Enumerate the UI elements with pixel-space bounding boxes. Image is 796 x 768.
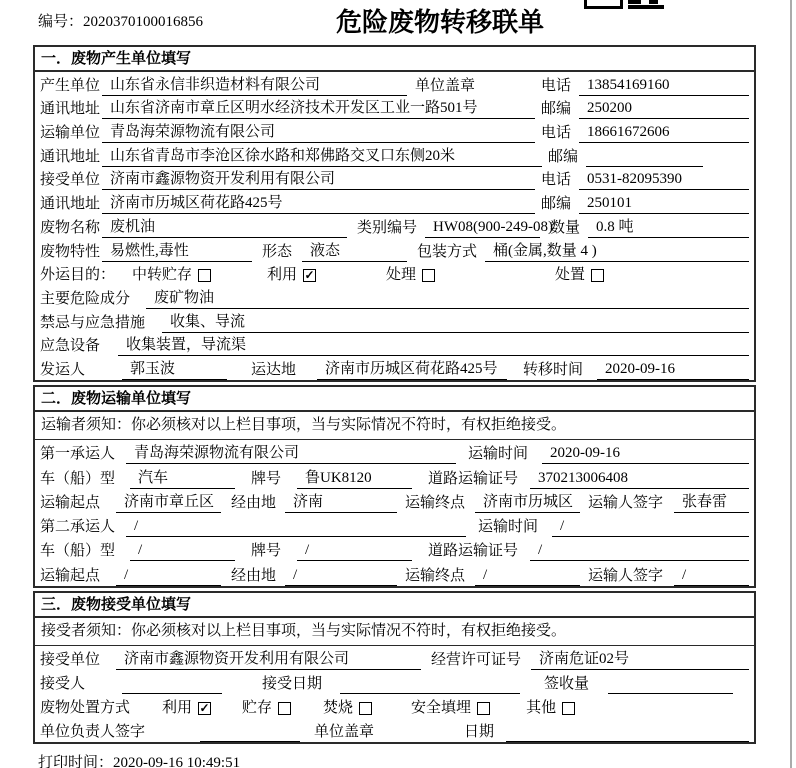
option-label: 焚烧 — [323, 699, 354, 716]
acceptor-value — [122, 692, 222, 694]
terminal2-value: / — [475, 567, 580, 586]
carrier-sign-label: 运输人签字 — [588, 494, 664, 511]
section-transporter — [33, 385, 756, 588]
carrier-sign2-value: / — [674, 567, 749, 586]
origin-label: 运输起点 — [40, 567, 101, 584]
receiver-label: 接受单位 — [40, 172, 101, 189]
checkbox-checked-icon: ✓ — [304, 269, 315, 283]
disposal-option-landfill — [411, 696, 490, 718]
producer-address-value: 山东省济南市章丘区明水经济技术开发区工业一路501号 — [102, 96, 535, 119]
via-label: 经由地 — [231, 494, 277, 511]
phone-label: 电话 — [540, 172, 571, 189]
checkbox-icon — [278, 702, 291, 715]
emergency-label: 禁忌与应急措施 — [40, 314, 146, 331]
field-row-producer — [35, 72, 754, 96]
address-label: 通讯地址 — [40, 148, 101, 165]
field-row-producer-address — [35, 96, 754, 120]
checkbox-icon — [591, 269, 604, 282]
package-label: 包装方式 — [417, 243, 478, 260]
package-value: 桶(金属,数量 4 ) — [485, 239, 749, 262]
accept-unit-value: 济南市鑫源物资开发利用有限公司 — [116, 647, 421, 670]
transporter-zip-value — [586, 165, 703, 167]
field-row-equipment — [35, 333, 754, 357]
acceptor-label: 接受人 — [40, 675, 86, 692]
purpose-option-dispose — [555, 263, 604, 285]
accept-date-label: 接受日期 — [262, 675, 323, 692]
option-label: 处理 — [386, 267, 417, 284]
transporter-address-value: 山东省青岛市李沧区徐水路和郑佛路交叉口东侧20米 — [102, 144, 542, 167]
field-row-receiver — [35, 167, 754, 191]
equipment-value: 收集装置，导流渠 — [118, 333, 749, 356]
carrier2-label: 第二承运人 — [40, 519, 116, 536]
transporter-phone-value: 18661672606 — [579, 124, 749, 143]
emergency-value: 收集、导流 — [162, 310, 749, 333]
waste-name-label: 废物名称 — [40, 219, 101, 236]
field-row-waste-trait — [35, 238, 754, 262]
field-row-shipper — [35, 356, 754, 380]
terminal1-value: 济南市历城区 — [475, 490, 580, 513]
carrier2-value: / — [126, 518, 466, 537]
field-row-carrier1 — [35, 440, 754, 464]
date-value — [506, 740, 749, 742]
trait-label: 废物特性 — [40, 243, 101, 260]
shipper-label: 发运人 — [40, 361, 86, 378]
field-row-receiver-address — [35, 190, 754, 214]
carrier-sign1-value: 张春雷 — [674, 490, 749, 513]
field-row-accept-unit — [35, 646, 754, 670]
option-label: 利用 — [162, 699, 193, 716]
shipper-value: 郭玉波 — [122, 357, 227, 380]
receiver-phone-value: 0531-82095390 — [579, 171, 749, 190]
document-number — [38, 10, 203, 31]
field-row-route2 — [35, 561, 754, 585]
field-row-vehicle1 — [35, 464, 754, 488]
disposal-option-other — [526, 696, 575, 718]
field-row-emergency — [35, 309, 754, 333]
producer-value: 山东省永信非织造材料有限公司 — [102, 73, 407, 96]
address-label: 通讯地址 — [40, 101, 101, 118]
receiver-notice: 接受者须知：你必须核对以上栏目事项，当与实际情况不符时，有权拒绝接受。 — [35, 618, 754, 646]
checkbox-icon — [562, 702, 575, 715]
manifest-form — [33, 45, 756, 768]
producer-zip-value: 250200 — [579, 100, 749, 119]
option-label: 利用 — [267, 267, 298, 284]
field-row-purpose — [35, 262, 754, 286]
purpose-option-treat — [386, 263, 435, 285]
road-permit-label: 道路运输证号 — [428, 543, 519, 560]
checkbox-icon — [359, 702, 372, 715]
field-row-vehicle2 — [35, 537, 754, 561]
field-row-transporter-address — [35, 143, 754, 167]
vehicle-label: 车（船）型 — [40, 543, 116, 560]
trait-value: 易燃性,毒性 — [102, 239, 252, 262]
qr-code-block — [628, 5, 664, 9]
zip-label: 邮编 — [540, 196, 571, 213]
option-label: 处置 — [555, 267, 586, 284]
transport-time1-value: 2020-09-16 — [542, 445, 749, 464]
category-value: HW08(900-249-08) — [425, 219, 540, 238]
checkbox-icon — [422, 269, 435, 282]
category-label: 类别编号 — [357, 219, 418, 236]
disposal-label: 废物处置方式 — [40, 699, 131, 716]
carrier-sign-label: 运输人签字 — [588, 567, 664, 584]
accept-date-value — [340, 692, 520, 694]
plate-label: 牌号 — [251, 543, 282, 560]
origin1-value: 济南市章丘区 — [116, 490, 221, 513]
transport-time-label: 运输时间 — [468, 446, 529, 463]
plate2-value: / — [297, 542, 412, 561]
plate1-value: 鲁UK8120 — [297, 466, 412, 489]
vehicle1-value: 汽车 — [130, 466, 235, 489]
form-value: 液态 — [302, 239, 407, 262]
head-sign-value — [200, 740, 300, 742]
disposal-option-store — [242, 696, 291, 718]
option-label: 安全填埋 — [411, 699, 472, 716]
road-permit-label: 道路运输证号 — [428, 470, 519, 487]
page-edge-divider — [790, 0, 792, 768]
field-row-acceptor — [35, 670, 754, 694]
waste-name-value: 废机油 — [102, 215, 347, 238]
permit-label: 经营许可证号 — [431, 651, 522, 668]
print-time-label: 打印时间： — [38, 754, 114, 768]
producer-phone-value: 13854169160 — [579, 77, 749, 96]
transfer-time-label: 转移时间 — [523, 361, 584, 378]
document-number-label: 编号： — [38, 14, 84, 30]
receiver-value: 济南市鑫源物资开发利用有限公司 — [102, 167, 535, 190]
date-label: 日期 — [464, 723, 495, 740]
qr-code-icon — [583, 0, 667, 10]
via2-value: / — [285, 567, 397, 586]
print-time — [33, 751, 756, 768]
section-receiver-title: 三．废物接受单位填写 — [35, 593, 754, 618]
equipment-label: 应急设备 — [40, 338, 101, 355]
section-producer-title: 一．废物产生单位填写 — [35, 47, 754, 72]
receipt-qty-label: 签收量 — [544, 675, 590, 692]
field-row-transporter — [35, 119, 754, 143]
destination-label: 运达地 — [251, 361, 297, 378]
section-transporter-title: 二．废物运输单位填写 — [35, 387, 754, 412]
road-permit1-value: 370213006408 — [530, 470, 749, 489]
origin2-value: / — [116, 567, 221, 586]
transporter-notice: 运输者须知：你必须核对以上栏目事项，当与实际情况不符时，有权拒绝接受。 — [35, 412, 754, 440]
vehicle-label: 车（船）型 — [40, 470, 116, 487]
destination-value: 济南市历城区荷花路425号 — [317, 357, 507, 380]
form-label: 形态 — [262, 243, 293, 260]
checkbox-icon — [198, 269, 211, 282]
option-label: 贮存 — [242, 699, 273, 716]
unit-seal-label: 单位盖章 — [415, 77, 476, 94]
carrier1-label: 第一承运人 — [40, 446, 116, 463]
option-label: 中转贮存 — [132, 267, 193, 284]
receipt-qty-value — [608, 692, 733, 694]
receiver-zip-value: 250101 — [579, 195, 749, 214]
address-label: 通讯地址 — [40, 196, 101, 213]
document-number-value: 2020370100016856 — [83, 14, 204, 30]
field-row-carrier2 — [35, 513, 754, 537]
producer-label: 产生单位 — [40, 77, 101, 94]
origin-label: 运输起点 — [40, 494, 101, 511]
field-row-head-sign — [35, 718, 754, 742]
field-row-waste-name — [35, 214, 754, 238]
purpose-option-utilize — [267, 263, 316, 285]
checkbox-checked-icon: ✓ — [199, 701, 210, 715]
transporter-value: 青岛海荣源物流有限公司 — [102, 120, 535, 143]
qr-code-block — [584, 0, 623, 9]
checkbox-icon — [477, 702, 490, 715]
disposal-option-incinerate — [323, 696, 372, 718]
field-row-disposal — [35, 694, 754, 718]
qr-code-block — [628, 0, 641, 4]
quantity-label: 数量 — [550, 219, 581, 236]
zip-label: 邮编 — [540, 101, 571, 118]
field-row-route1 — [35, 489, 754, 513]
disposal-option-utilize — [162, 696, 211, 718]
section-receiver — [33, 591, 756, 744]
plate-label: 牌号 — [251, 470, 282, 487]
transport-time2-value: / — [552, 518, 749, 537]
unit-seal-label: 单位盖章 — [314, 723, 375, 740]
quantity-value: 0.8 吨 — [588, 215, 749, 238]
phone-label: 电话 — [540, 77, 571, 94]
terminal-label: 运输终点 — [405, 494, 466, 511]
purpose-option-transfer-storage — [132, 263, 211, 285]
purpose-label: 外运目的： — [40, 267, 116, 284]
transport-time-label: 运输时间 — [478, 519, 539, 536]
hazard-label: 主要危险成分 — [40, 290, 131, 307]
carrier1-value: 青岛海荣源物流有限公司 — [126, 441, 456, 464]
transporter-label: 运输单位 — [40, 125, 101, 142]
zip-label: 邮编 — [548, 148, 579, 165]
page-title: 危险废物转移联单 — [336, 8, 545, 37]
transfer-time-value: 2020-09-16 — [597, 361, 749, 380]
via-label: 经由地 — [231, 567, 277, 584]
permit-value: 济南危证02号 — [531, 647, 749, 670]
head-sign-label: 单位负责人签字 — [40, 723, 146, 740]
phone-label: 电话 — [540, 125, 571, 142]
road-permit2-value: / — [530, 542, 749, 561]
accept-unit-label: 接受单位 — [40, 651, 101, 668]
section-producer — [33, 45, 756, 382]
field-row-hazard — [35, 285, 754, 309]
via1-value: 济南 — [285, 490, 397, 513]
hazard-value: 废矿物油 — [146, 286, 749, 309]
terminal-label: 运输终点 — [405, 567, 466, 584]
print-time-value: 2020-09-16 10:49:51 — [113, 754, 241, 768]
qr-code-block — [649, 0, 658, 4]
vehicle2-value: / — [130, 542, 235, 561]
receiver-address-value: 济南市历城区荷花路425号 — [102, 191, 535, 214]
option-label: 其他 — [526, 699, 557, 716]
